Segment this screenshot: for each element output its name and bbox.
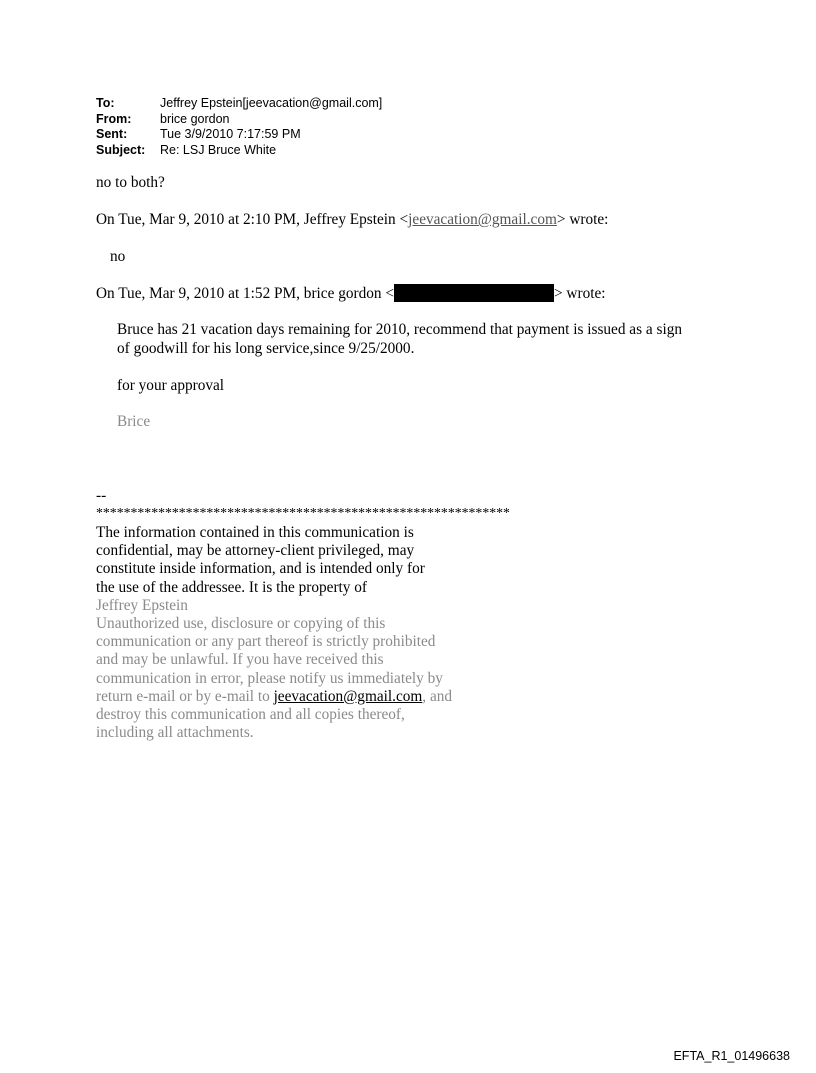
- quote2-attribution: [96, 284, 606, 303]
- quote1-suffix: > wrote:: [556, 211, 609, 228]
- disclaimer-return-line: [96, 688, 452, 706]
- to-row: [96, 96, 382, 112]
- to-value: Jeffrey Epstein[jeevacation@gmail.com]: [160, 96, 383, 110]
- from-value: brice gordon: [160, 111, 230, 126]
- disclaimer-line: the use of the addressee. It is the property of: [96, 578, 368, 596]
- from-row: [96, 112, 382, 128]
- return-suffix: , and: [422, 687, 453, 705]
- disclaimer-line: Unauthorized use, disclosure or copying of this: [96, 615, 386, 633]
- subject-row: [96, 143, 382, 159]
- redaction-box: [394, 284, 554, 302]
- disclaimer-line: communication in error, please notify us immediately by: [96, 669, 443, 687]
- disclaimer-block: [96, 524, 452, 742]
- from-label: From:: [96, 111, 132, 126]
- disclaimer-line: confidential, may be attorney-client privileged, may: [96, 542, 415, 560]
- disclaimer-line: constitute inside information, and is intended only for: [96, 560, 425, 578]
- quote2-suffix: > wrote:: [553, 285, 606, 302]
- stars-separator: ************************************************************: [96, 505, 510, 520]
- to-label: To:: [96, 96, 115, 110]
- sent-value: Tue 3/9/2010 7:17:59 PM: [160, 127, 301, 141]
- sig-dashes: --: [96, 487, 107, 504]
- disclaimer-line: The information contained in this communication is: [96, 524, 414, 541]
- quote2-prefix: On Tue, Mar 9, 2010 at 1:52 PM, brice gordon <: [96, 285, 394, 302]
- return-prefix: return e-mail or by e-mail to: [96, 687, 274, 705]
- quote1-prefix: On Tue, Mar 9, 2010 at 2:10 PM, Jeffrey Epstein <: [96, 211, 409, 228]
- quote2-line2: of goodwill for his long service,since 9/25/2000.: [117, 340, 415, 357]
- quote2-signature: Brice: [117, 413, 151, 430]
- disclaimer-line: Jeffrey Epstein: [96, 596, 188, 614]
- reply-text: no to both?: [96, 174, 165, 191]
- subject-label: Subject:: [96, 142, 146, 157]
- quote2-line3: for your approval: [117, 377, 225, 394]
- document-id: EFTA_R1_01496638: [673, 1049, 790, 1063]
- quote2-line1: Bruce has 21 vacation days remaining for 2010, recommend that payment is issued as a sign: [117, 321, 682, 338]
- disclaimer-line: including all attachments.: [96, 724, 254, 742]
- sent-row: [96, 127, 382, 143]
- quote1-email-link[interactable]: jeevacation@gmail.com: [408, 211, 557, 228]
- quote1-attribution: [96, 211, 608, 229]
- disclaimer-line: destroy this communication and all copies thereof,: [96, 706, 405, 724]
- disclaimer-line: communication or any part thereof is strictly prohibited: [96, 633, 436, 651]
- quote1-text: no: [110, 248, 126, 265]
- subject-value: Re: LSJ Bruce White: [160, 142, 277, 157]
- disclaimer-email-link[interactable]: jeevacation@gmail.com: [273, 687, 423, 705]
- email-header: [96, 96, 382, 158]
- sent-label: Sent:: [96, 127, 128, 141]
- disclaimer-line: and may be unlawful. If you have received this: [96, 651, 384, 669]
